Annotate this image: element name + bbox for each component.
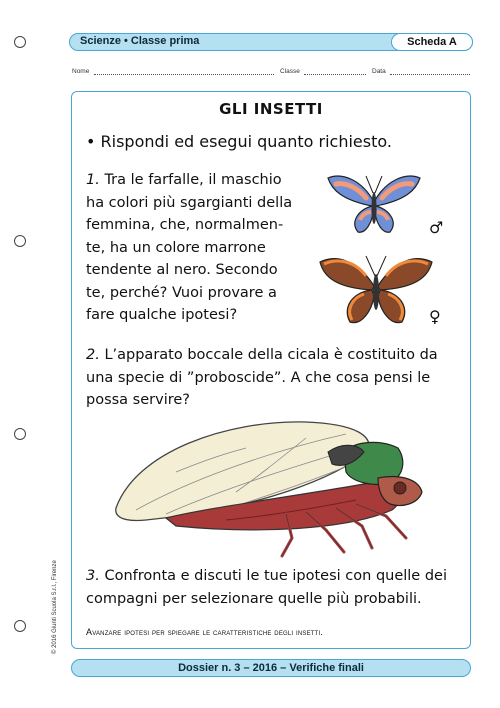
binder-hole <box>14 235 26 247</box>
instruction-text: • Rispondi ed esegui quanto richiesto. <box>86 132 392 151</box>
question-line: te, ha un colore marrone <box>86 239 266 256</box>
question-1 <box>86 169 316 327</box>
question-line: tendente al nero. Secondo <box>86 262 278 278</box>
class-field[interactable] <box>304 74 366 75</box>
cicada-illustration <box>106 412 436 560</box>
question-line: una specie di ”proboscide”. A che cosa pensi le <box>86 369 431 386</box>
student-fields <box>72 68 472 78</box>
header-bar <box>69 33 473 51</box>
copyright-text: © 2016 Giunti Scuola S.r.l., Firenze <box>52 560 58 654</box>
question-line: possa servire? <box>86 392 190 408</box>
question-line: fare qualche ipotesi? <box>86 307 238 323</box>
question-3 <box>86 565 466 610</box>
question-line: L’apparato boccale della cicala è costituito da <box>104 347 438 363</box>
name-field[interactable] <box>94 74 274 75</box>
female-symbol: ♀ <box>429 307 441 326</box>
question-2 <box>86 344 466 412</box>
date-field[interactable] <box>390 74 470 75</box>
subject-label: Scienze • Classe prima <box>80 35 200 47</box>
name-label: Nome <box>72 68 90 75</box>
question-line: Confronta e discuti le tue ipotesi con quelle dei <box>104 568 447 584</box>
binder-hole <box>14 36 26 48</box>
question-line: femmina, che, normalmen- <box>86 217 284 233</box>
exercise-card <box>71 91 471 649</box>
question-line: compagni per selezionare quelle più probabili. <box>86 590 422 607</box>
page-title: GLI INSETTI <box>219 100 323 118</box>
sheet-label: Scheda A <box>391 33 473 51</box>
male-symbol: ♂ <box>429 218 444 237</box>
question-number: 2. <box>86 347 100 363</box>
class-label: Classe <box>280 68 300 75</box>
male-butterfly-illustration <box>322 170 427 240</box>
female-butterfly-illustration <box>316 250 436 330</box>
binder-hole <box>14 620 26 632</box>
learning-objective: Avanzare ipotesi per spiegare le caratteristiche degli insetti. <box>86 627 324 637</box>
question-line: ha colori più sgargianti della <box>86 194 293 211</box>
question-line: Tra le farfalle, il maschio <box>104 172 282 188</box>
date-label: Data <box>372 68 386 75</box>
binder-hole <box>14 428 26 440</box>
question-line: te, perché? Vuoi provare a <box>86 284 277 301</box>
question-number: 3. <box>86 568 100 584</box>
question-number: 1. <box>86 172 100 188</box>
dossier-footer: Dossier n. 3 – 2016 – Verifiche finali <box>71 659 471 677</box>
